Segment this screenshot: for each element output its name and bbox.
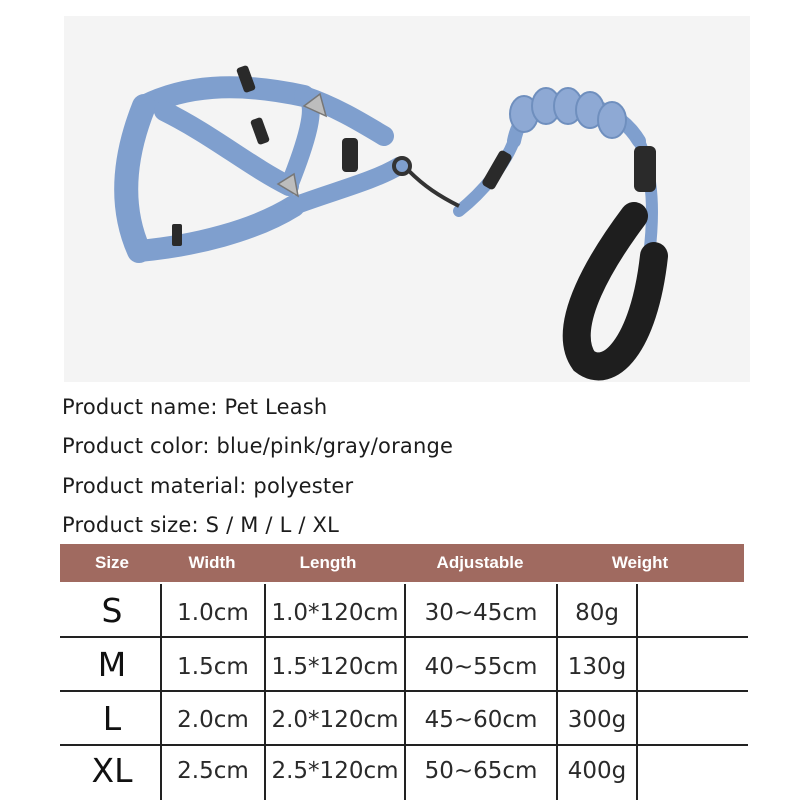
cell-weight: 300g <box>567 707 627 733</box>
harness-and-leash-image <box>64 16 750 382</box>
column-divider <box>636 584 638 800</box>
header-size: Size <box>94 553 130 572</box>
cell-size: S <box>101 591 123 630</box>
cell-weight: 130g <box>567 654 627 680</box>
cell-length: 2.5*120cm <box>271 758 399 784</box>
product-material: Product material: polyester <box>62 474 354 498</box>
cell-width: 2.0cm <box>177 707 249 733</box>
cell-adjustable: 50~65cm <box>424 758 538 784</box>
cell-size: XL <box>91 751 133 790</box>
header-width: Width <box>188 553 236 572</box>
header-adjustable: Adjustable <box>436 553 524 572</box>
cell-length: 2.0*120cm <box>271 707 399 733</box>
product-color: Product color: blue/pink/gray/orange <box>62 434 454 458</box>
product-name: Product name: Pet Leash <box>62 395 328 419</box>
header-length: Length <box>299 553 357 572</box>
cell-size: M <box>97 645 127 684</box>
cell-length: 1.5*120cm <box>271 654 399 680</box>
cell-width: 1.0cm <box>177 600 249 626</box>
cell-size: L <box>102 699 122 738</box>
cell-adjustable: 30~45cm <box>424 600 538 626</box>
cell-length: 1.0*120cm <box>271 600 399 626</box>
product-photo <box>64 16 750 382</box>
product-size: Product size: S / M / L / XL <box>62 513 339 537</box>
cell-width: 2.5cm <box>177 758 249 784</box>
cell-adjustable: 45~60cm <box>424 707 538 733</box>
cell-adjustable: 40~55cm <box>424 654 538 680</box>
cell-width: 1.5cm <box>177 654 249 680</box>
header-weight: Weight <box>611 553 669 572</box>
size-table-header <box>60 544 744 582</box>
cell-weight: 400g <box>567 758 627 784</box>
cell-weight: 80g <box>575 600 619 626</box>
